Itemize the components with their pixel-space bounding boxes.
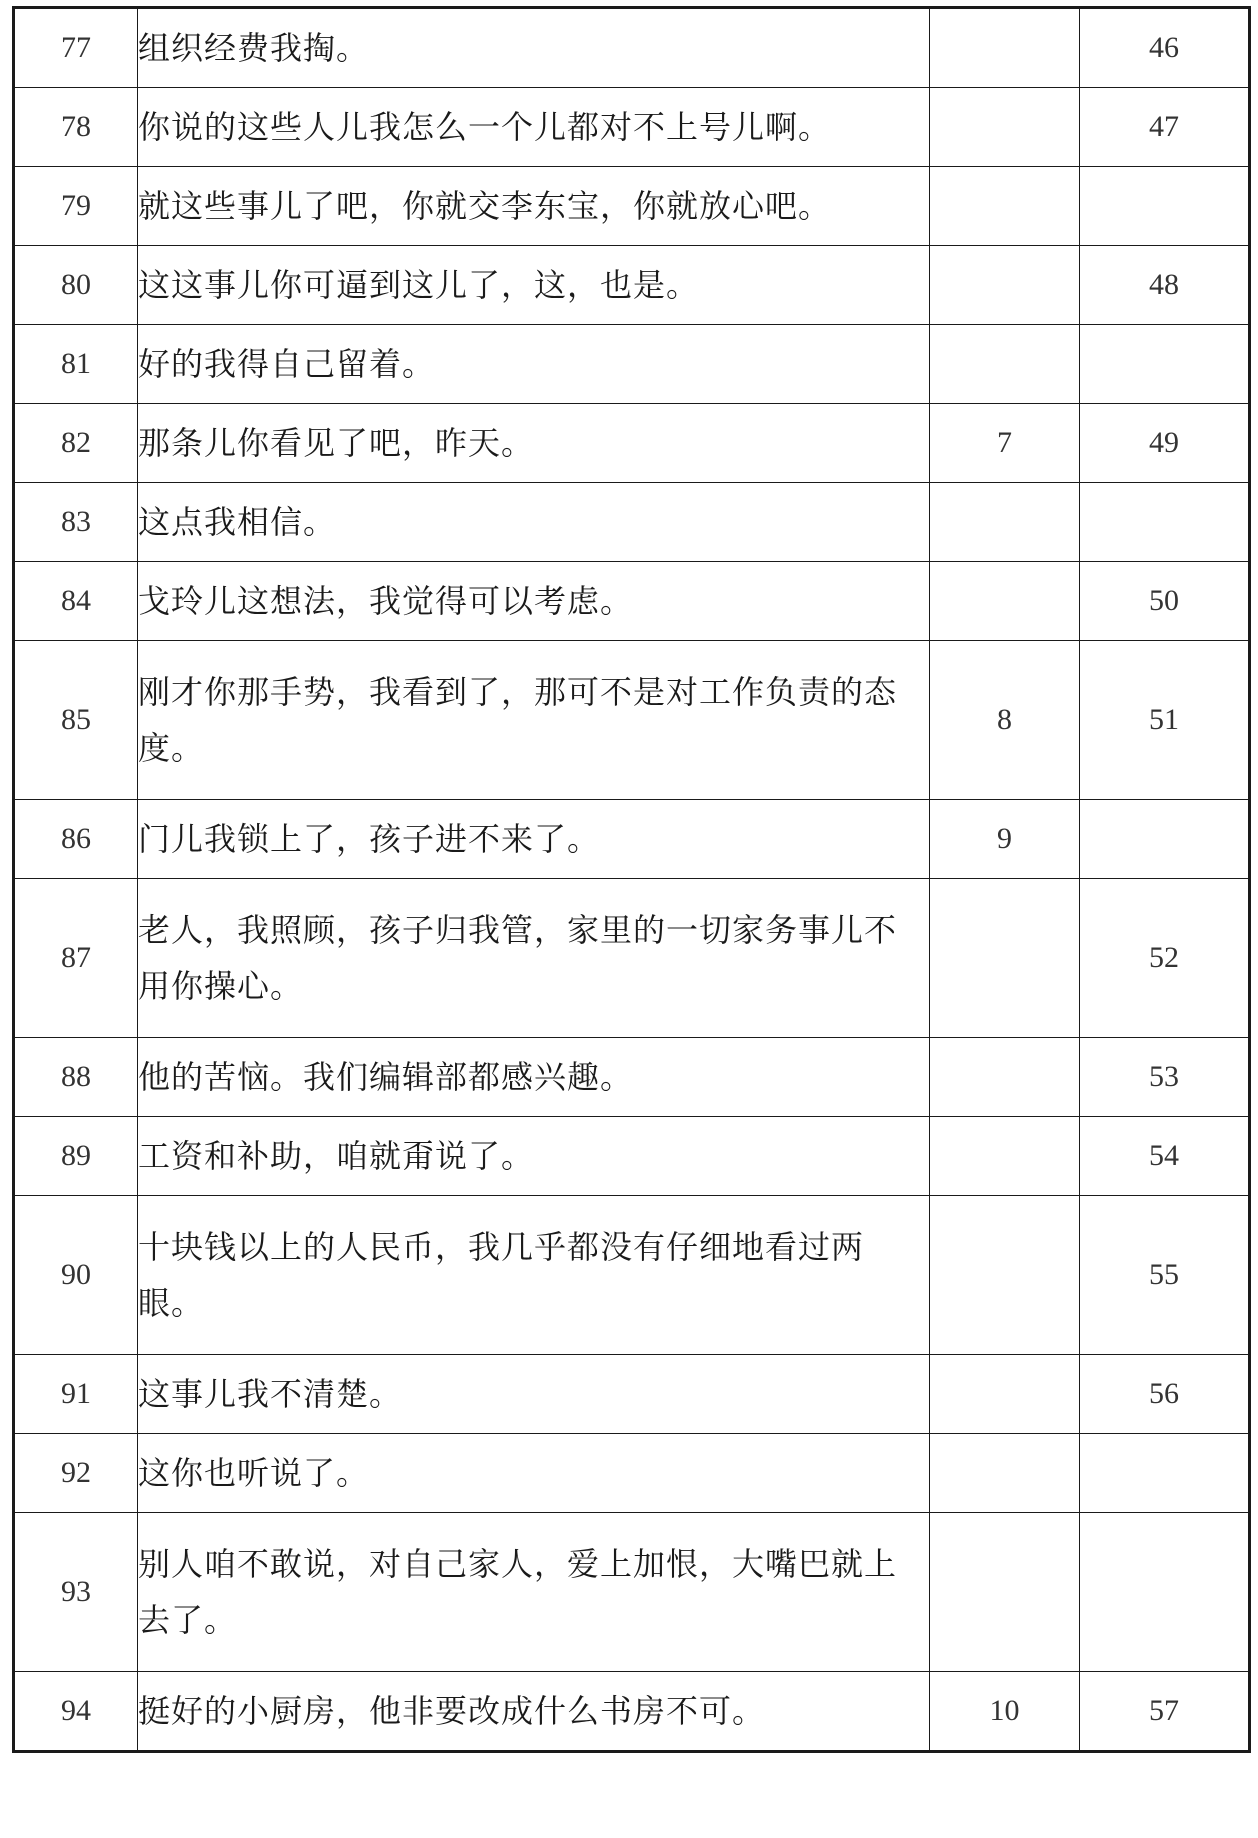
table-row — [14, 167, 1250, 246]
row-number: 86 — [14, 800, 138, 879]
row-number: 83 — [14, 483, 138, 562]
column-4-value: 56 — [1080, 1355, 1250, 1434]
sentence-text: 这你也听说了。 — [138, 1434, 930, 1513]
column-4-value: 49 — [1080, 404, 1250, 483]
column-3-value — [930, 167, 1080, 246]
sentence-text: 那条儿你看见了吧，昨天。 — [138, 404, 930, 483]
sentence-text: 这事儿我不清楚。 — [138, 1355, 930, 1434]
column-3-value — [930, 483, 1080, 562]
table-row — [14, 404, 1250, 483]
column-4-value — [1080, 1513, 1250, 1672]
column-4-value — [1080, 167, 1250, 246]
sentence-text: 老人，我照顾，孩子归我管，家里的一切家务事儿不用你操心。 — [138, 879, 930, 1038]
row-number: 85 — [14, 641, 138, 800]
table-row — [14, 483, 1250, 562]
table-row — [14, 1196, 1250, 1355]
sentence-text: 组织经费我掏。 — [138, 8, 930, 88]
sentence-text: 十块钱以上的人民币，我几乎都没有仔细地看过两眼。 — [138, 1196, 930, 1355]
column-3-value — [930, 1355, 1080, 1434]
table-row — [14, 325, 1250, 404]
table-page — [12, 6, 1248, 1753]
column-4-value: 46 — [1080, 8, 1250, 88]
row-number: 89 — [14, 1117, 138, 1196]
sentence-text: 工资和补助，咱就甭说了。 — [138, 1117, 930, 1196]
row-number: 77 — [14, 8, 138, 88]
table-row — [14, 879, 1250, 1038]
column-3-value: 8 — [930, 641, 1080, 800]
row-number: 80 — [14, 246, 138, 325]
column-3-value — [930, 1117, 1080, 1196]
row-number: 79 — [14, 167, 138, 246]
sentence-text: 别人咱不敢说，对自己家人，爱上加恨，大嘴巴就上去了。 — [138, 1513, 930, 1672]
table-row — [14, 8, 1250, 88]
row-number: 82 — [14, 404, 138, 483]
sentence-text: 刚才你那手势，我看到了，那可不是对工作负责的态度。 — [138, 641, 930, 800]
row-number: 81 — [14, 325, 138, 404]
table-row — [14, 1355, 1250, 1434]
sentence-text: 这点我相信。 — [138, 483, 930, 562]
column-4-value: 57 — [1080, 1672, 1250, 1752]
column-3-value — [930, 1038, 1080, 1117]
column-4-value — [1080, 325, 1250, 404]
column-4-value: 53 — [1080, 1038, 1250, 1117]
row-number: 88 — [14, 1038, 138, 1117]
table-row — [14, 88, 1250, 167]
column-3-value: 7 — [930, 404, 1080, 483]
column-4-value: 55 — [1080, 1196, 1250, 1355]
sentence-text: 门儿我锁上了，孩子进不来了。 — [138, 800, 930, 879]
sentence-text: 他的苦恼。我们编辑部都感兴趣。 — [138, 1038, 930, 1117]
row-number: 90 — [14, 1196, 138, 1355]
row-number: 78 — [14, 88, 138, 167]
column-3-value — [930, 8, 1080, 88]
column-4-value: 47 — [1080, 88, 1250, 167]
sentence-text: 就这些事儿了吧，你就交李东宝，你就放心吧。 — [138, 167, 930, 246]
column-4-value: 52 — [1080, 879, 1250, 1038]
column-3-value — [930, 562, 1080, 641]
column-3-value — [930, 1196, 1080, 1355]
table-row — [14, 1038, 1250, 1117]
sentence-text: 好的我得自己留着。 — [138, 325, 930, 404]
column-4-value — [1080, 800, 1250, 879]
table-row — [14, 562, 1250, 641]
row-number: 91 — [14, 1355, 138, 1434]
table-row — [14, 1513, 1250, 1672]
sentence-table — [12, 6, 1251, 1753]
column-3-value — [930, 246, 1080, 325]
column-4-value: 51 — [1080, 641, 1250, 800]
column-3-value — [930, 88, 1080, 167]
row-number: 94 — [14, 1672, 138, 1752]
column-3-value: 9 — [930, 800, 1080, 879]
table-row — [14, 641, 1250, 800]
row-number: 87 — [14, 879, 138, 1038]
column-3-value: 10 — [930, 1672, 1080, 1752]
table-row — [14, 800, 1250, 879]
column-4-value: 50 — [1080, 562, 1250, 641]
table-row — [14, 246, 1250, 325]
sentence-text: 这这事儿你可逼到这儿了，这，也是。 — [138, 246, 930, 325]
row-number: 92 — [14, 1434, 138, 1513]
column-3-value — [930, 1513, 1080, 1672]
sentence-text: 你说的这些人儿我怎么一个儿都对不上号儿啊。 — [138, 88, 930, 167]
column-4-value — [1080, 483, 1250, 562]
sentence-text: 戈玲儿这想法，我觉得可以考虑。 — [138, 562, 930, 641]
column-3-value — [930, 879, 1080, 1038]
row-number: 84 — [14, 562, 138, 641]
table-row — [14, 1434, 1250, 1513]
table-row — [14, 1672, 1250, 1752]
sentence-text: 挺好的小厨房，他非要改成什么书房不可。 — [138, 1672, 930, 1752]
column-4-value — [1080, 1434, 1250, 1513]
column-3-value — [930, 325, 1080, 404]
column-4-value: 54 — [1080, 1117, 1250, 1196]
column-3-value — [930, 1434, 1080, 1513]
table-row — [14, 1117, 1250, 1196]
row-number: 93 — [14, 1513, 138, 1672]
column-4-value: 48 — [1080, 246, 1250, 325]
